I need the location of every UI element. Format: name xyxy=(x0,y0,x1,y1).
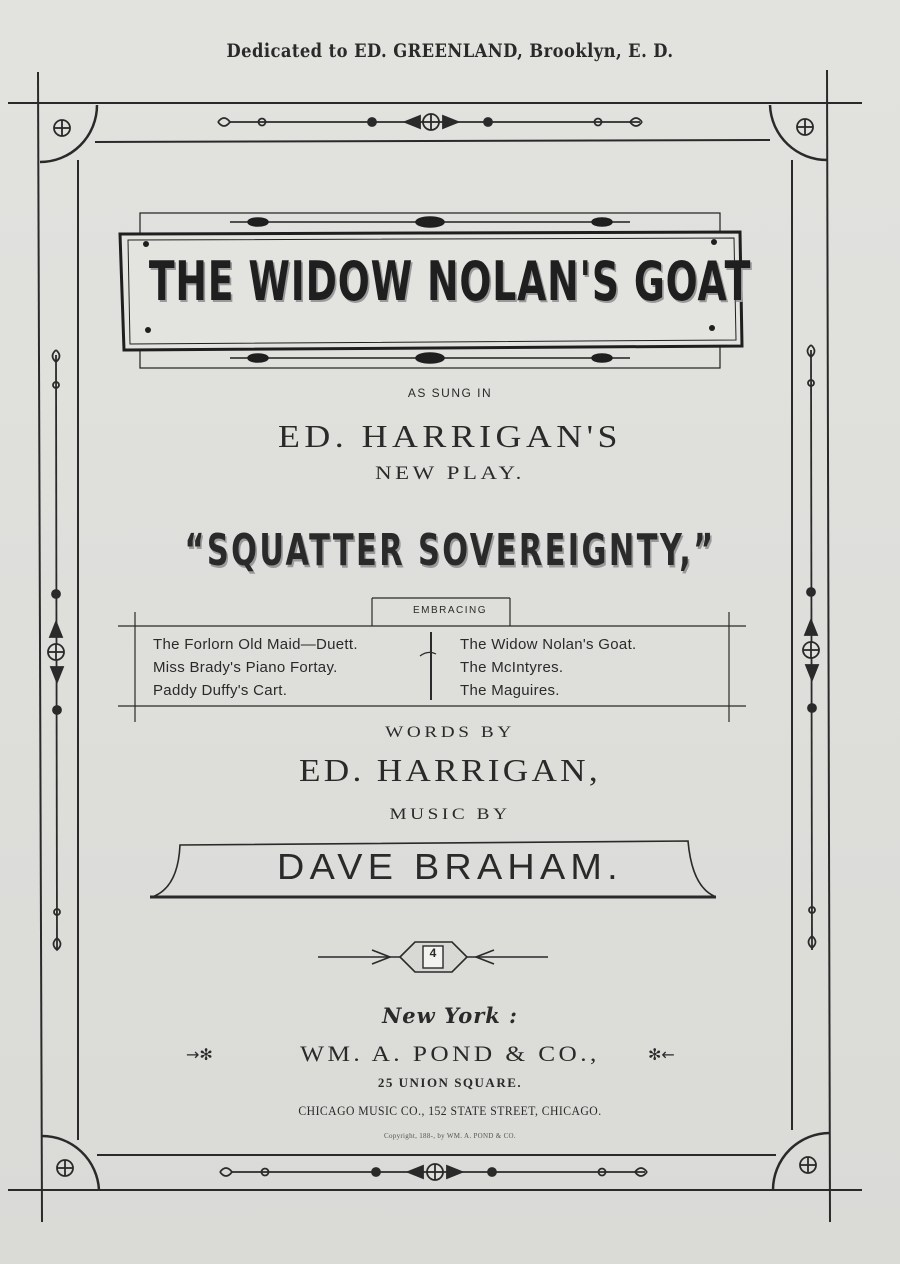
song-list-right xyxy=(460,633,740,702)
words-by-label: WORDS BY xyxy=(385,724,515,741)
composer-name: DAVE BRAHAM. xyxy=(277,846,623,887)
new-play-label: NEW PLAY. xyxy=(375,463,525,484)
embracing-label: EMBRACING xyxy=(412,605,488,616)
song-list-item: The Maguires. xyxy=(460,682,560,699)
song-list-item: The Forlorn Old Maid—Duett. xyxy=(153,636,358,653)
plate-number: 4 xyxy=(429,946,437,960)
publisher-city: New York : xyxy=(382,1003,518,1028)
song-list-item: Miss Brady's Piano Fortay. xyxy=(153,659,338,676)
song-list-item: The McIntyres. xyxy=(460,659,564,676)
song-list-item: Paddy Duffy's Cart. xyxy=(153,682,288,699)
publisher-address: 25 UNION SQUARE. xyxy=(377,1075,523,1090)
song-title: THE WIDOW NOLAN'S GOAT xyxy=(148,249,752,313)
song-list-item: The Widow Nolan's Goat. xyxy=(460,636,637,653)
svg-text:✻←: ✻← xyxy=(648,1045,675,1064)
copyright-notice: Copyright, 188-, by WM. A. POND & CO. xyxy=(384,1132,516,1140)
svg-text:→✻: →✻ xyxy=(186,1045,213,1064)
chicago-agent: CHICAGO MUSIC CO., 152 STATE STREET, CHICAGO. xyxy=(298,1103,602,1118)
as-sung-in-label: AS SUNG IN xyxy=(407,386,493,400)
playwright-name: ED. HARRIGAN'S xyxy=(278,418,622,454)
publisher-name: WM. A. POND & CO., xyxy=(300,1041,600,1066)
play-title: “SQUATTER SOVEREIGNTY,” xyxy=(184,524,716,576)
dedication: Dedicated to ED. GREENLAND, Brooklyn, E. D. xyxy=(226,40,674,62)
song-list-left xyxy=(153,633,421,702)
music-by-label: MUSIC BY xyxy=(389,806,511,823)
lyricist-name: ED. HARRIGAN, xyxy=(298,752,601,788)
